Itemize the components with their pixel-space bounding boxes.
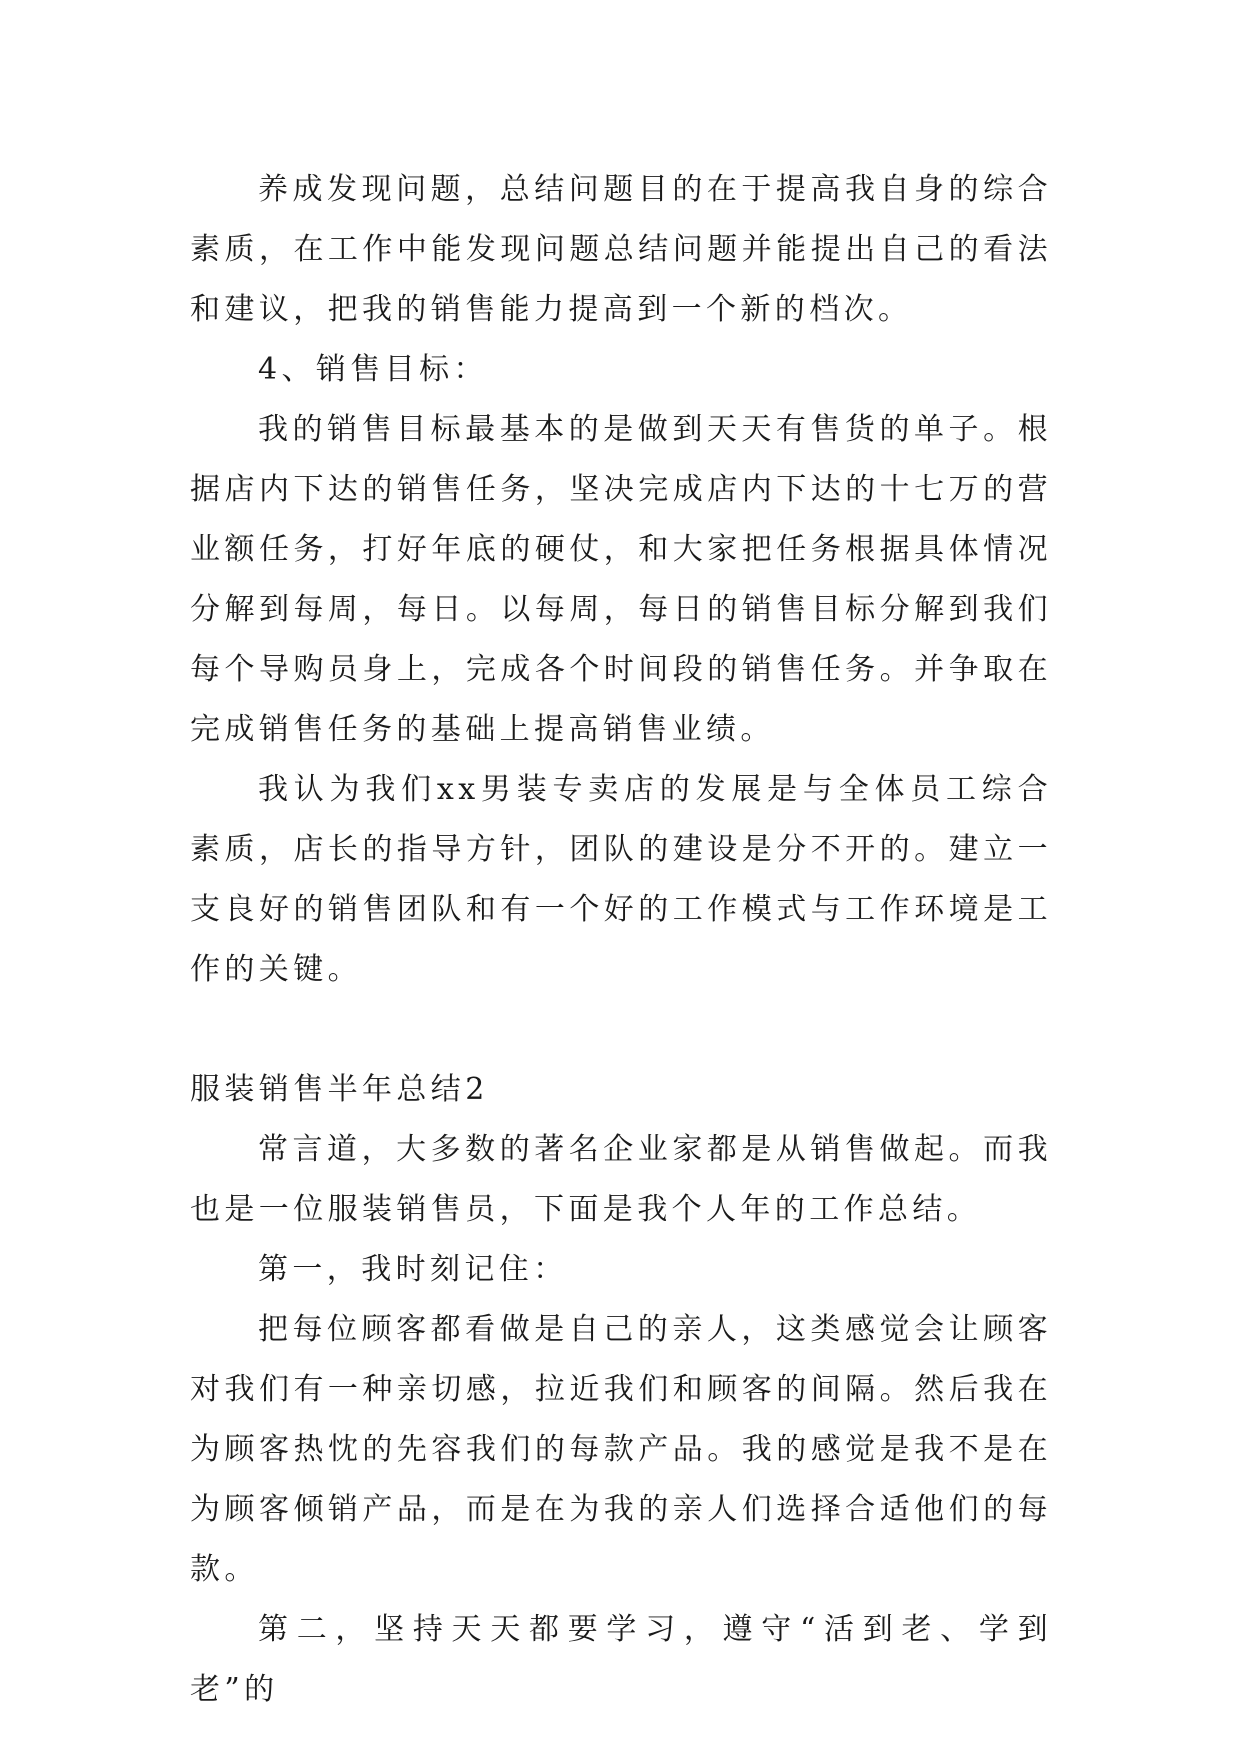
- section-spacer: [190, 1000, 1052, 1060]
- section-title: 服装销售半年总结2: [190, 1072, 489, 1107]
- paragraph-sales-target: 我的销售目标最基本的是做到天天有售货的单子。根据店内下达的销售任务，坚决完成店内下达的十七万的营业额任务，打好年底的硬仗，和大家把任务根据具体情况分解到每周，每日。以每周，每日的销售目标分解到我们每个导购员身上，完成各个时间段的销售任务。并争取在完成销售任务的基础上提高销售业绩。: [190, 412, 1052, 747]
- paragraph-customers-as-family: 把每位顾客都看做是自己的亲人，这类感觉会让顾客对我们有一种亲切感，拉近我们和顾客的间隔。然后我在为顾客热忱的先容我们的每款产品。我的感觉是我不是在为顾客倾销产品，而是在为我的亲人们选择合适他们的每款。: [190, 1312, 1052, 1587]
- paragraph-team-development: 我认为我们xx男装专卖店的发展是与全体员工综合素质，店长的指导方针，团队的建设是分不开的。建立一支良好的销售团队和有一个好的工作模式与工作环境是工作的关键。: [190, 772, 1052, 987]
- paragraph-keep-learning: 第二，坚持天天都要学习，遵守“活到老、学到老”的: [190, 1612, 1052, 1707]
- paragraph-intro: 常言道，大多数的著名企业家都是从销售做起。而我也是一位服装销售员，下面是我个人年的工作总结。: [190, 1132, 1052, 1227]
- item-sales-target-label: 4、销售目标：: [258, 352, 488, 387]
- point-first-label: 第一，我时刻记住：: [258, 1252, 568, 1287]
- paragraph-self-improvement: 养成发现问题，总结问题目的在于提高我自身的综合素质，在工作中能发现问题总结问题并能提出自己的看法和建议，把我的销售能力提高到一个新的档次。: [190, 172, 1052, 327]
- document-body: [190, 160, 1052, 1720]
